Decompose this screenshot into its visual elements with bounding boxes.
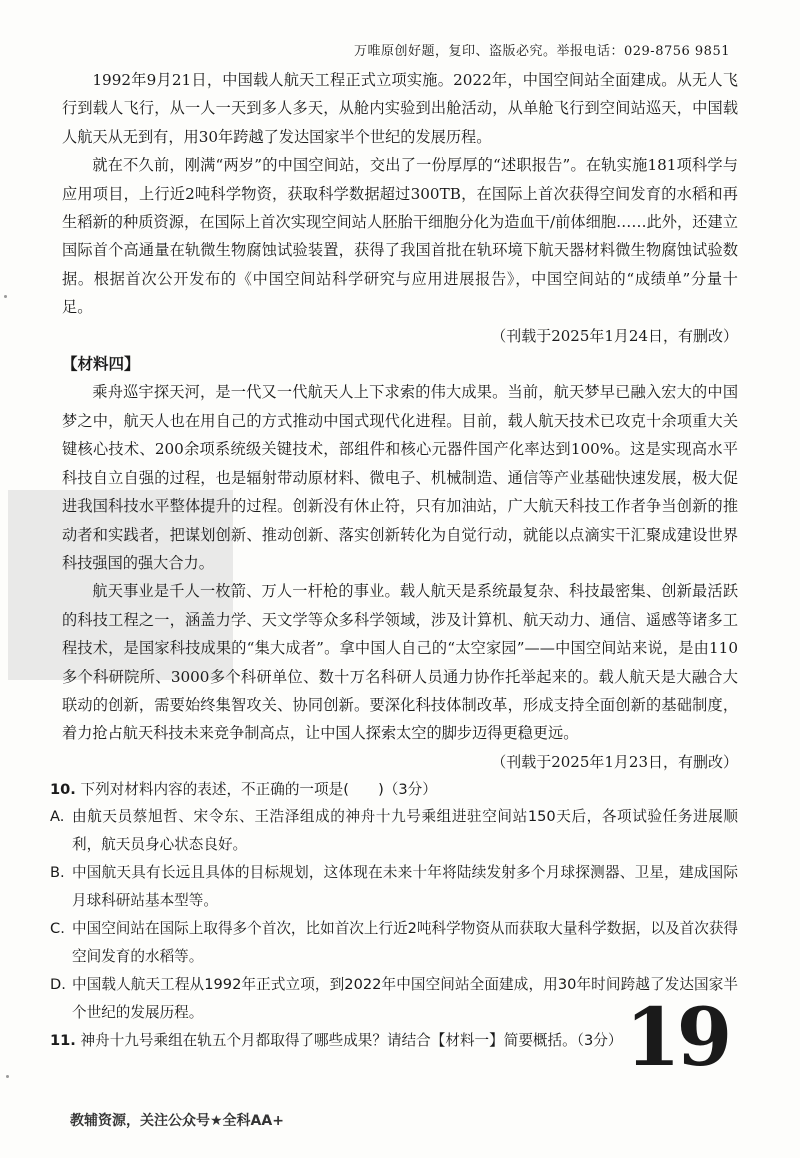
option-text: 中国空间站在国际上取得多个首次，比如首次上行近2吨科学物资从而获取大量科学数据，以及首次获得空间发育的水稻等。 xyxy=(72,920,739,966)
question-10-option-c[interactable] xyxy=(50,915,738,971)
question-11-stem: 神舟十九号乘组在轨五个月都取得了哪些成果？请结合【材料一】简要概括。（3分） xyxy=(80,1032,623,1050)
material3-source: （刊载于2025年1月24日，有删改） xyxy=(491,326,738,345)
option-label: C. xyxy=(50,920,65,938)
option-text: 由航天员蔡旭哲、宋令东、王浩泽组成的神舟十九号乘组进驻空间站150天后，各项试验任务进展顺利，航天员身心状态良好。 xyxy=(72,808,738,854)
option-label: A. xyxy=(50,808,65,826)
question-10-option-b[interactable] xyxy=(50,859,738,915)
material4-source: （刊载于2025年1月23日，有删改） xyxy=(491,752,738,771)
material3-paragraph-2: 就在不久前，刚满“两岁”的中国空间站，交出了一份厚厚的“述职报告”。在轨实施181项科学与应用项目，上行近2吨科学物资，获取科学数据超过300TB，在国际上首次获得空间发育的水稻和再生稻新的种质资源，在国际上首次实现空间站人胚胎干细胞分化为造血干/前体细胞……此外，还建立国际首个高通量在轨微生物腐蚀试验装置，获得了我国首批在轨环境下航天器材料微生物腐蚀试验数据。根据首次公开发布的《中国空间站科学研究与应用进展报告》，中国空间站的“成绩单”分量十足。 xyxy=(62,156,738,317)
question-10-number: 10. xyxy=(50,781,76,799)
material4-title: 【材料四】 xyxy=(62,354,140,374)
option-text: 中国载人航天工程从1992年正式立项，到2022年中国空间站全面建成，用30年时间跨越了发达国家半个世纪的发展历程。 xyxy=(72,976,738,1022)
scan-speck xyxy=(4,295,7,298)
option-label: B. xyxy=(50,864,65,882)
question-10-stem: 下列对材料内容的表述，不正确的一项是( )（3分） xyxy=(80,781,437,799)
main-content xyxy=(50,66,739,1054)
question-10-option-a[interactable] xyxy=(50,803,738,859)
material4-paragraph-1: 乘舟巡宇探天河，是一代又一代航天人上下求索的伟大成果。当前，航天梦早已融入宏大的中国梦之中，航天人也在用自己的方式推动中国式现代化进程。目前，载人航天技术已攻克十余项重大关键核心技术、200余项系统级关键技术，部组件和核心元器件国产化率达到100%。这是实现高水平科技自立自强的过程，也是辐射带动原材料、微电子、机械制造、通信等产业基础快速发展，极大促进我国科技水平整体提升的过程。创新没有休止符，只有加油站，广大航天科技工作者争当创新的推动者和实践者，把谋划创新、推动创新、落实创新转化为自觉行动，就能以点滴实干汇聚成建设世界科技强国的强大合力。 xyxy=(62,383,738,572)
option-text: 中国航天具有长远且具体的目标规划，这体现在未来十年将陆续发射多个月球探测器、卫星，建成国际月球科研站基本型等。 xyxy=(72,864,738,910)
copyright-header: 万唯原创好题，复印、盗版必究。举报电话：029-8756 9851 xyxy=(353,44,730,59)
question-11-number: 11. xyxy=(50,1032,76,1050)
option-label: D. xyxy=(50,976,66,994)
footer-note: 教辅资源，关注公众号★全科AA+ xyxy=(70,1113,284,1129)
question-10 xyxy=(50,776,738,803)
page-number: 19 xyxy=(625,990,729,1084)
material3-paragraph-1: 1992年9月21日，中国载人航天工程正式立项实施。2022年，中国空间站全面建成。从无人飞行到载人飞行，从一人一天到多人多天，从舱内实验到出舱活动，从单舱飞行到空间站巡天，中国载人航天从无到有，用30年跨越了发达国家半个世纪的发展历程。 xyxy=(62,71,738,146)
scan-speck xyxy=(6,1075,9,1078)
material4-paragraph-2: 航天事业是千人一枚箭、万人一杆枪的事业。载人航天是系统最复杂、科技最密集、创新最活跃的科技工程之一，涵盖力学、天文学等众多科学领域，涉及计算机、航天动力、通信、遥感等诸多工程技术，是国家科技成果的“集大成者”。拿中国人自己的“太空家园”——中国空间站来说，是由110多个科研院所、3000多个科研单位、数十万名科研人员通力协作托举起来的。载人航天是大融合大联动的创新，需要始终集智攻关、协同创新。要深化科技体制改革，形成支持全面创新的基础制度，着力抢占航天科技未来竞争制高点，让中国人探索太空的脚步迈得更稳更远。 xyxy=(62,582,738,743)
